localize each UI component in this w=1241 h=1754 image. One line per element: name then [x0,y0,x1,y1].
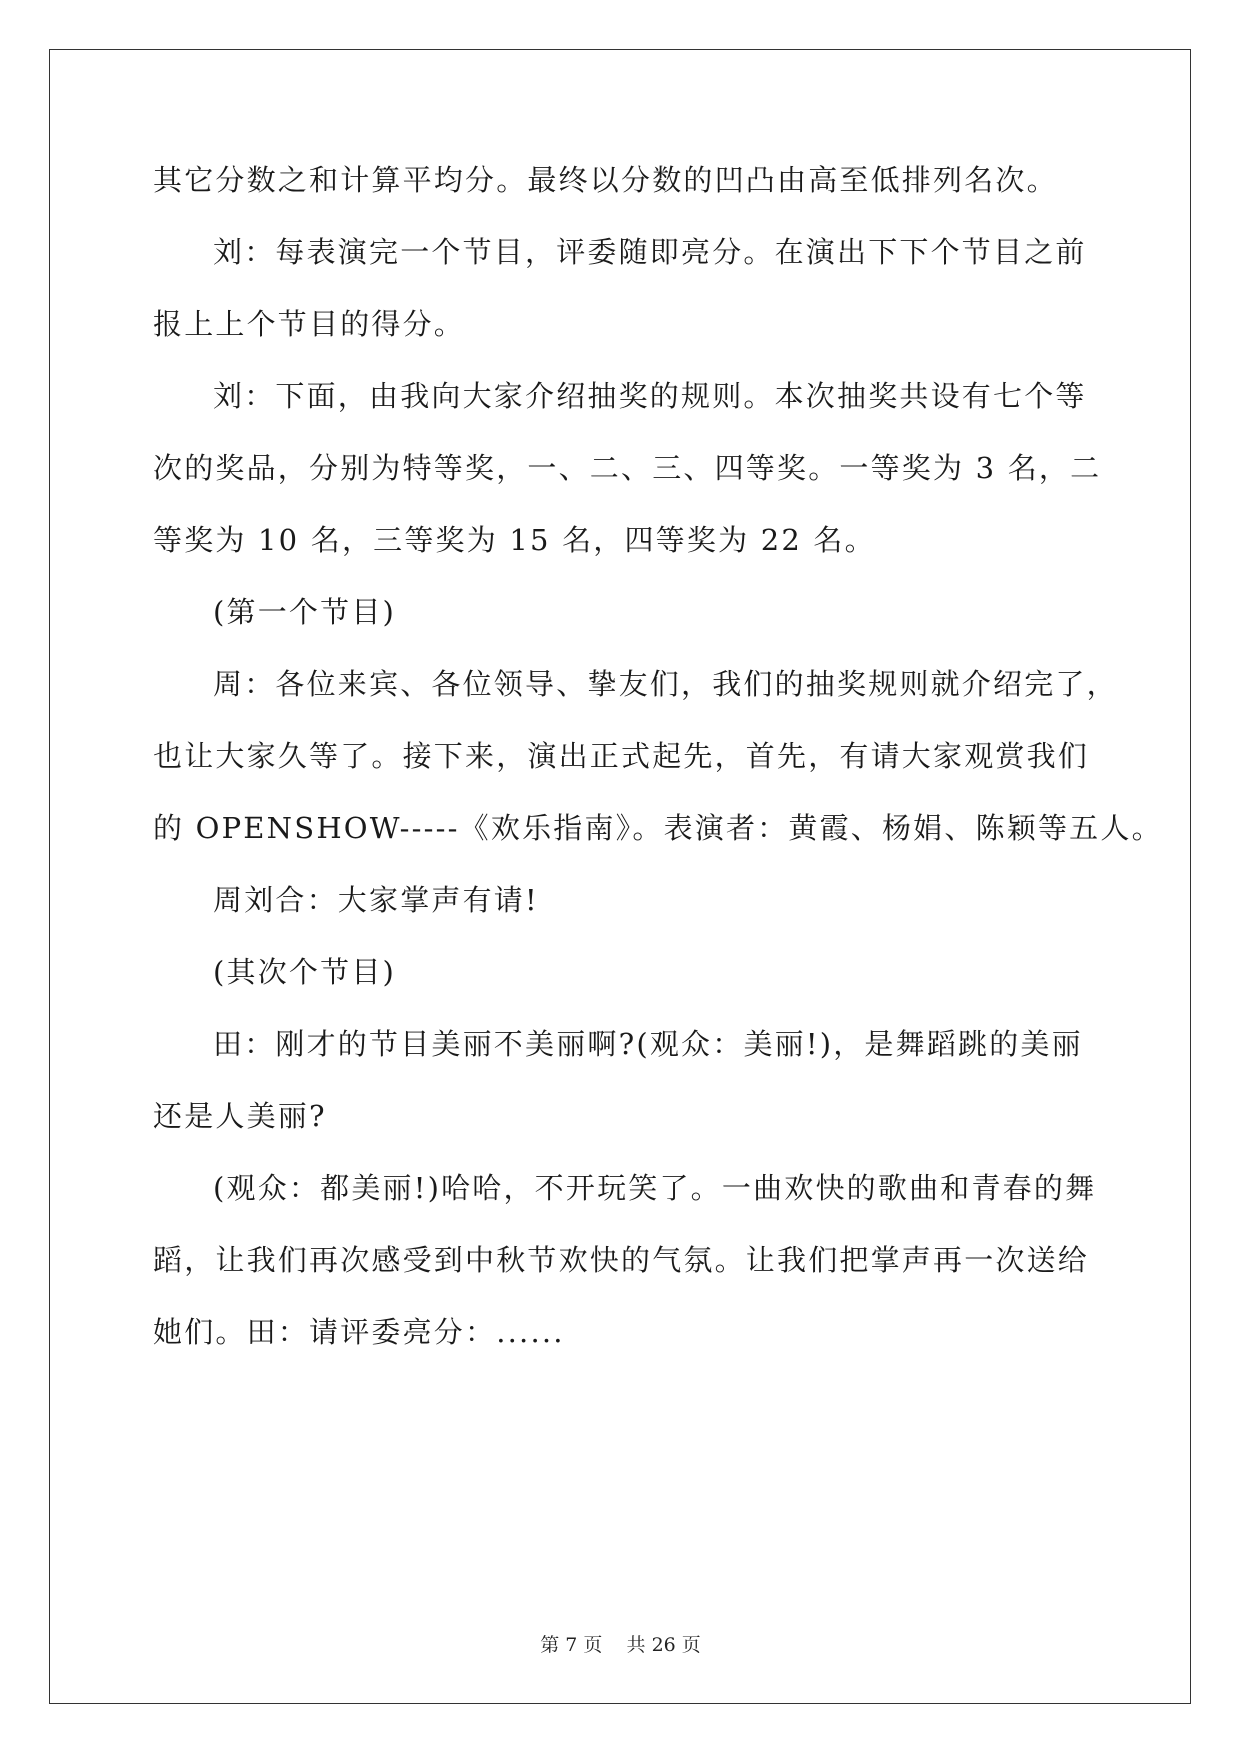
paragraph-line: 刘：每表演完一个节目，评委随即亮分。在演出下下个节目之前 [213,235,1087,269]
total-page-count: 共 26 页 [626,1634,701,1656]
paragraph-line: 周刘合：大家掌声有请! [213,883,539,917]
paragraph-line: 还是人美丽? [153,1099,327,1133]
paragraph-line: 等奖为 10 名，三等奖为 15 名，四等奖为 22 名。 [153,523,876,557]
paragraph-line: 周：各位来宾、各位领导、挚友们，我们的抽奖规则就介绍完了， [213,667,1118,701]
paragraph-line: 的 OPENSHOW-----《欢乐指南》。表演者：黄霞、杨娟、陈颖等五人。 [153,811,1163,845]
paragraph-line: 报上上个节目的得分。 [153,307,466,341]
paragraph-line: (其次个节目) [213,955,397,989]
paragraph-line: 也让大家久等了。接下来，演出正式起先，首先，有请大家观赏我们 [153,739,1090,773]
paragraph-line: 她们。田：请评委亮分：...... [153,1315,565,1349]
current-page-number: 第 7 页 [540,1634,603,1656]
paragraph-line: 蹈，让我们再次感受到中秋节欢快的气氛。让我们把掌声再一次送给 [153,1243,1090,1277]
page-footer [0,1633,1241,1657]
paragraph-line: (观众：都美丽!)哈哈，不开玩笑了。一曲欢快的歌曲和青春的舞 [213,1171,1097,1205]
paragraph-line: 次的奖品，分别为特等奖，一、二、三、四等奖。一等奖为 3 名，二 [153,451,1102,485]
paragraph-line: 其它分数之和计算平均分。最终以分数的凹凸由高至低排列名次。 [153,163,1058,197]
paragraph-line: 刘：下面，由我向大家介绍抽奖的规则。本次抽奖共设有七个等 [213,379,1087,413]
paragraph-line: 田：刚才的节目美丽不美丽啊?(观众：美丽!)，是舞蹈跳的美丽 [213,1027,1083,1061]
page-frame [49,49,1191,1704]
paragraph-line: (第一个节目) [213,595,397,629]
